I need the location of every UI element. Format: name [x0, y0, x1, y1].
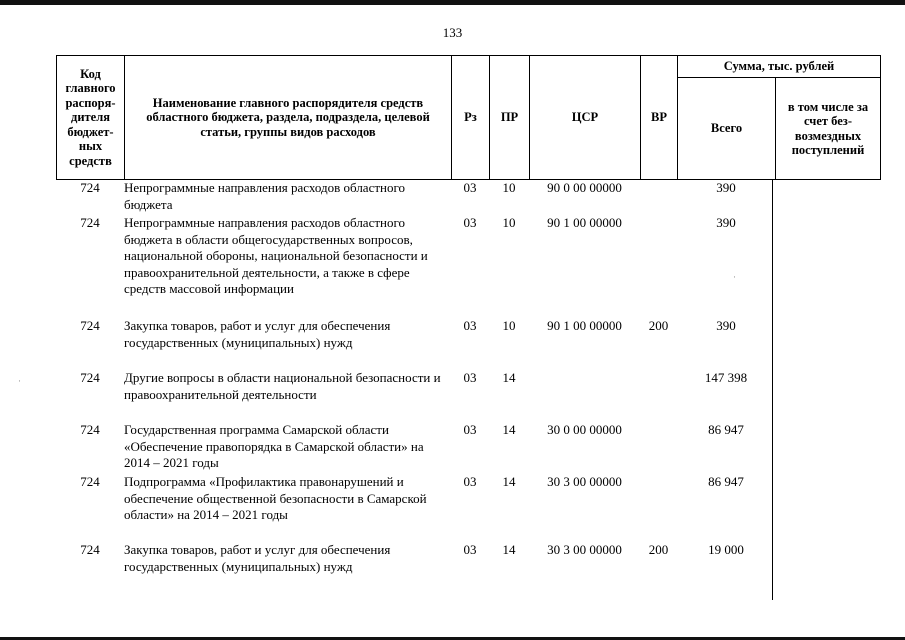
table-header: [56, 55, 881, 180]
cell-csr: 90 1 00 00000: [547, 318, 622, 333]
cell-vr: [640, 422, 677, 474]
cell-pr: 10: [502, 318, 516, 333]
col-sum-header: Сумма, тыс. рублей: [678, 56, 881, 78]
cell-rz: 03: [463, 474, 477, 489]
cell-incl: [775, 180, 880, 215]
cell-code: 724: [80, 422, 100, 437]
page-number: 133: [442, 25, 463, 40]
cell-csr: [529, 370, 640, 422]
col-code-header: Код главного распоря-дителя бюджет-ных средств: [57, 56, 125, 180]
cell-code: 724: [80, 180, 100, 195]
cell-vr: [640, 474, 677, 542]
column-divider: [772, 180, 773, 600]
cell-rz: 03: [463, 542, 477, 557]
cell-name: Закупка товаров, работ и услуг для обеспечения государственных (муниципальных) нужд: [124, 318, 391, 350]
cell-total: 86 947: [708, 422, 744, 437]
cell-name: Непрограммные направления расходов областного бюджета в области общегосударственных вопросов, национальной обороны, национальной безопасности и правоохранительной деятельности, а также в сфере средств массовой информации: [124, 215, 428, 296]
col-csr-header: ЦСР: [530, 56, 641, 180]
cell-pr: 14: [502, 422, 516, 437]
cell-rz: 03: [463, 422, 477, 437]
cell-incl: [775, 474, 880, 542]
col-pr-header: ПР: [490, 56, 530, 180]
cell-csr: 30 3 00 00000: [547, 474, 622, 489]
cell-csr: 90 1 00 00000: [547, 215, 622, 230]
cell-name: Закупка товаров, работ и услуг для обеспечения государственных (муниципальных) нужд: [124, 542, 391, 574]
table-row: [56, 542, 880, 594]
cell-pr: 10: [502, 180, 516, 195]
cell-rz: 03: [463, 318, 477, 333]
cell-pr: 14: [502, 370, 516, 385]
table-row: [56, 474, 880, 542]
cell-code: 724: [80, 542, 100, 557]
col-incl-header: в том числе за счет без-возмездных поступлений: [776, 78, 881, 180]
cell-vr: [640, 215, 677, 318]
cell-vr: 200: [648, 542, 669, 557]
scan-mark: ·: [733, 272, 736, 282]
cell-csr: 30 3 00 00000: [547, 542, 622, 557]
cell-csr: 30 0 00 00000: [547, 422, 622, 437]
cell-total: 147 398: [704, 370, 748, 385]
cell-incl: [775, 318, 880, 370]
cell-code: 724: [80, 370, 100, 385]
col-vr-header: ВР: [641, 56, 678, 180]
col-name-header: Наименование главного распорядителя средств областного бюджета, раздела, подраздела, целевой статьи, группы видов расходов: [125, 56, 452, 180]
cell-vr: [640, 370, 677, 422]
cell-total: 19 000: [708, 542, 744, 557]
cell-name: Непрограммные направления расходов областного бюджета: [124, 180, 405, 212]
cell-total: 86 947: [708, 474, 744, 489]
data-table: [56, 180, 880, 594]
cell-rz: 03: [463, 180, 477, 195]
scan-mark: ·: [18, 376, 21, 386]
cell-incl: [775, 422, 880, 474]
top-border: [0, 0, 905, 5]
cell-code: 724: [80, 215, 100, 230]
cell-name: Другие вопросы в области национальной безопасности и правоохранительной деятельности: [124, 370, 441, 402]
cell-pr: 14: [502, 474, 516, 489]
cell-name: Подпрограмма «Профилактика правонарушений и обеспечение общественной безопасности в Самарской области» на 2014 – 2021 годы: [124, 474, 427, 522]
cell-vr: 200: [648, 318, 669, 333]
table-row: [56, 215, 880, 318]
table-row: [56, 422, 880, 474]
cell-incl: [775, 370, 880, 422]
cell-code: 724: [80, 318, 100, 333]
col-rz-header: Рз: [452, 56, 490, 180]
cell-total: 390: [716, 318, 736, 333]
table-row: [56, 318, 880, 370]
cell-rz: 03: [463, 215, 477, 230]
cell-total: 390: [716, 215, 736, 230]
cell-incl: [775, 215, 880, 318]
col-total-header: Всего: [678, 78, 776, 180]
cell-pr: 10: [502, 215, 516, 230]
cell-incl: [775, 542, 880, 594]
cell-pr: 14: [502, 542, 516, 557]
cell-vr: [640, 180, 677, 215]
cell-name: Государственная программа Самарской области «Обеспечение правопорядка в Самарской области» на 2014 – 2021 годы: [124, 422, 424, 470]
table-row: [56, 370, 880, 422]
cell-code: 724: [80, 474, 100, 489]
cell-total: 390: [716, 180, 736, 195]
table-row: [56, 180, 880, 215]
cell-rz: 03: [463, 370, 477, 385]
cell-csr: 90 0 00 00000: [547, 180, 622, 195]
